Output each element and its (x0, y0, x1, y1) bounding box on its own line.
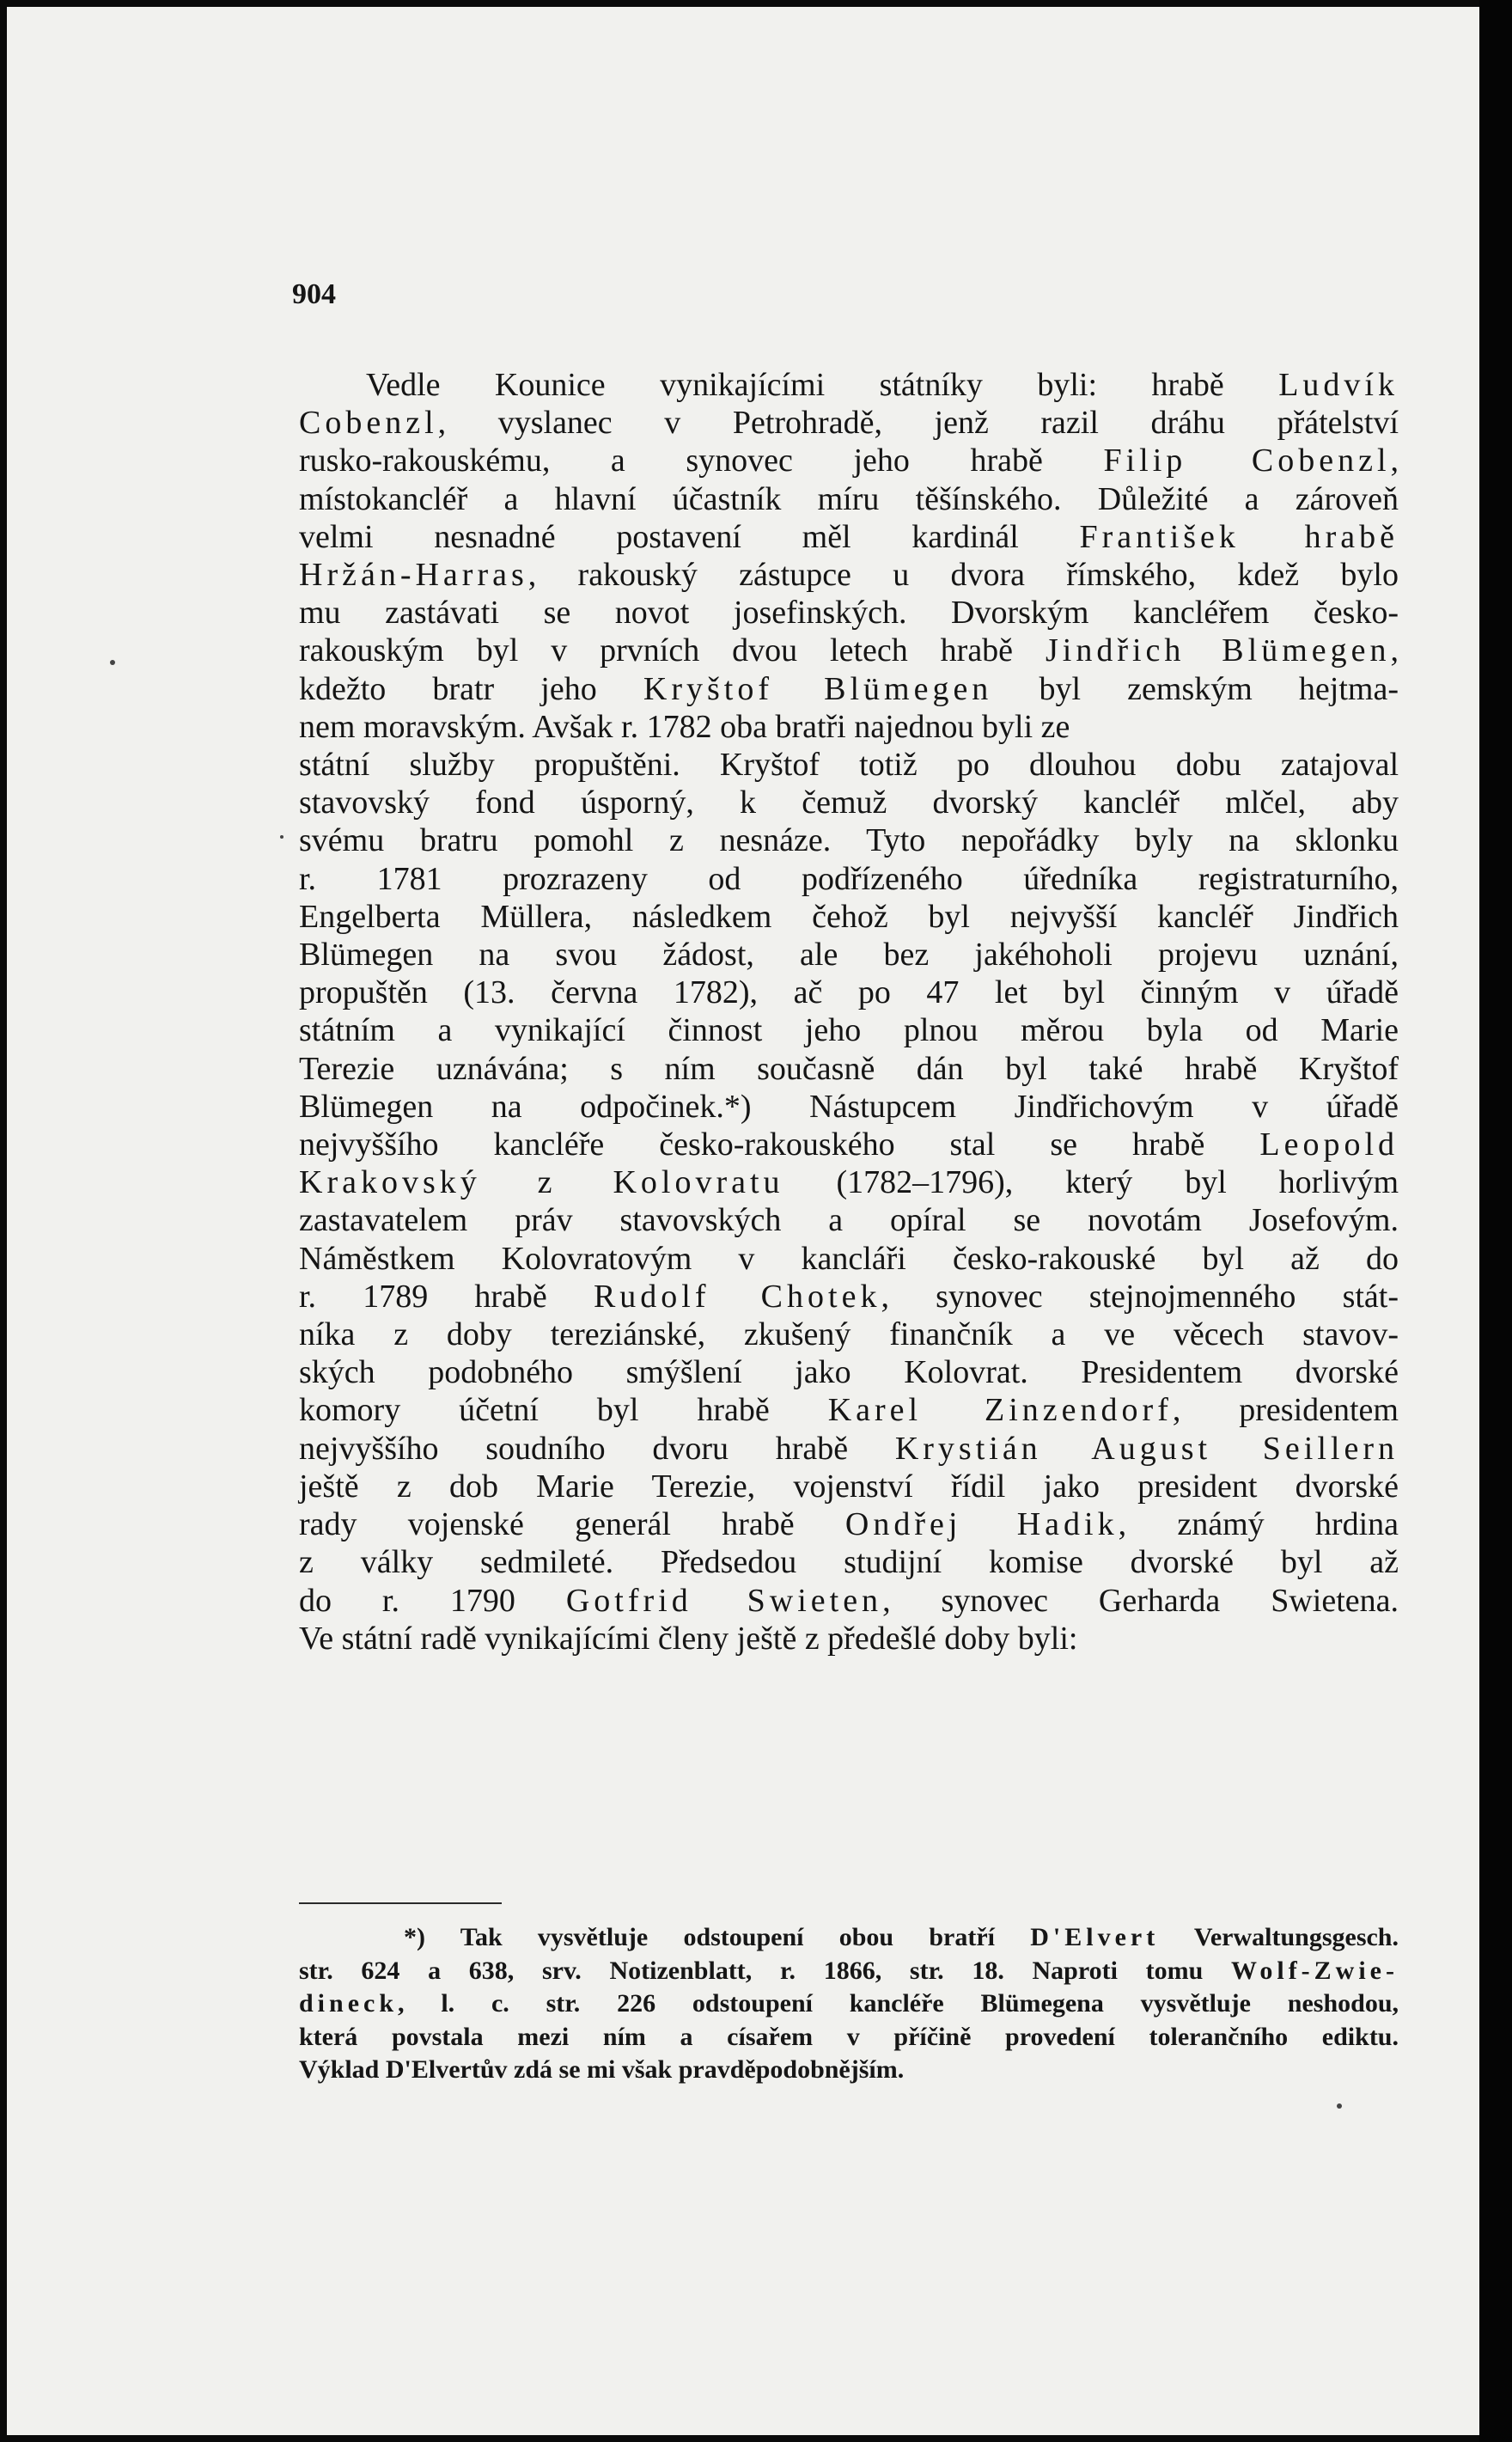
page-edge-shadow (1479, 0, 1512, 2442)
spaced-name: Gotfrid Swieten (565, 1582, 883, 1619)
text-segment: z války sedmileté. Předsedou studijní komise dvorské byl až (299, 1544, 1399, 1581)
text-line (299, 1430, 1399, 1468)
spaced-name: Ondřej Hadik (844, 1506, 1119, 1543)
text-line (299, 1543, 1399, 1581)
text-line (299, 860, 1399, 898)
text-line (299, 1620, 1399, 1658)
text-segment: místokancléř a hlavní účastník míru těšínského. Důležité a zároveň (299, 480, 1399, 517)
spaced-name: Leopold (1259, 1126, 1399, 1163)
text-segment: do r. 1790 (299, 1582, 566, 1619)
text-segment: Engelberta Müllera, následkem čehož byl nejvyšší kancléř Jindřich (299, 898, 1399, 935)
text-line (299, 974, 1399, 1011)
dust-speck (110, 660, 115, 665)
spaced-name: Krystián August Seillern (894, 1430, 1399, 1467)
text-line (299, 898, 1399, 936)
text-line (299, 480, 1399, 518)
spaced-name: Jindřich Blümegen (1045, 632, 1391, 669)
text-line (299, 1316, 1399, 1353)
text-segment: , rakouský zástupce u dvora římského, kdež bylo (527, 557, 1399, 594)
text-segment: Blümegen na svou žádost, ale bez jakéhoholi projevu uznání, (299, 937, 1399, 974)
text-line (299, 556, 1399, 594)
text-segment: , synovec Gerharda Swietena. (882, 1582, 1399, 1619)
text-segment: rakouským byl v prvních dvou letech hrabě (299, 632, 1046, 669)
text-segment: , vyslanec v Petrohradě, jenž razil dráhu přátelství (437, 405, 1399, 442)
text-segment: svému bratru pomohl z nesnáze. Tyto nepořádky byly na sklonku (299, 822, 1399, 859)
text-segment: kdežto bratr jeho (299, 670, 643, 707)
spaced-name: František hrabě (1079, 518, 1399, 555)
text-segment: Výklad D'Elvertův zdá se mi však pravděpodobnějším. (299, 2055, 905, 2084)
text-line (299, 1582, 1399, 1620)
footnotes (299, 1921, 1399, 2087)
text-segment: která povstala mezi ním a císařem v příčině provedení tolerančního ediktu. (299, 2022, 1399, 2051)
text-segment: , presidentem (1172, 1392, 1399, 1429)
text-line (299, 366, 1399, 404)
text-line (299, 1391, 1399, 1429)
text-line (299, 936, 1399, 974)
text-line (299, 1278, 1399, 1316)
text-segment: Náměstkem Kolovratovým v kancláři česko-rakouské byl až do (299, 1240, 1399, 1277)
text-segment: Ve státní radě vynikajícími členy ještě z předešlé doby byli: (299, 1620, 1078, 1657)
text-segment: , l. c. str. 226 odstoupení kancléře Blümegena vysvětluje neshodou, (398, 1989, 1399, 2018)
footnote-line (299, 2054, 1399, 2087)
text-segment: stavovský fond úsporný, k čemuž dvorský kancléř mlčel, aby (299, 784, 1399, 821)
text-line (299, 784, 1399, 821)
text-segment: ještě z dob Marie Terezie, vojenství řídil jako president dvorské (299, 1468, 1399, 1505)
text-line (299, 1126, 1399, 1163)
text-segment: státní služby propuštěni. Kryštof totiž po dlouhou dobu zatajoval (299, 747, 1399, 784)
spaced-name: Cobenzl (299, 405, 438, 442)
text-line (299, 1468, 1399, 1505)
spaced-name: Filip Cobenzl (1103, 443, 1391, 479)
text-segment: r. 1789 hrabě (299, 1278, 594, 1315)
spaced-name: dineck (299, 1989, 399, 2018)
text-line (299, 442, 1399, 479)
text-segment: propuštěn (13. června 1782), ač po 47 let byl činným v úřadě (299, 974, 1399, 1011)
footnote-line (299, 2021, 1399, 2054)
text-line (299, 1050, 1399, 1088)
text-line (299, 1353, 1399, 1391)
text-segment: , (1390, 632, 1399, 669)
text-segment: komory účetní byl hrabě (299, 1392, 828, 1429)
text-segment: , (1390, 443, 1399, 479)
text-segment: Terezie uznávána; s ním současně dán byl také hrabě Kryštof (299, 1050, 1399, 1087)
text-line (299, 1163, 1399, 1201)
text-segment: str. 624 a 638, srv. Notizenblatt, r. 1866, str. 18. Naproti tomu (299, 1956, 1232, 1985)
text-segment: státním a vynikající činnost jeho plnou měrou byla od Marie (299, 1012, 1399, 1049)
text-line (299, 708, 1399, 746)
text-line (299, 1505, 1399, 1543)
spaced-name: Rudolf Chotek (593, 1278, 881, 1315)
text-line (299, 1201, 1399, 1239)
dust-speck (1337, 2103, 1342, 2109)
footnote-line (299, 1987, 1399, 2021)
text-line (299, 1088, 1399, 1126)
text-line (299, 518, 1399, 556)
spaced-name: Ludvík (1278, 367, 1399, 403)
text-segment: r. 1781 prozrazeny od podřízeného úředníka registraturního, (299, 860, 1399, 897)
text-line (299, 1240, 1399, 1278)
text-segment: nejvyššího soudního dvoru hrabě (299, 1430, 895, 1467)
text-segment: Vedle Kounice vynikajícími státníky byli: hrabě (366, 367, 1279, 403)
spaced-name: Kryštof Blümegen (643, 670, 993, 707)
text-segment: , známý hrdina (1118, 1506, 1399, 1543)
text-segment: *) Tak vysvětluje odstoupení obou bratří (404, 1923, 1031, 1951)
text-segment: níka z doby tereziánské, zkušený finančník a ve věcech stavov- (299, 1316, 1399, 1353)
footnote-divider (299, 1902, 502, 1904)
main-text (299, 366, 1399, 1658)
dust-speck (280, 835, 284, 839)
text-line (299, 1011, 1399, 1049)
text-segment: ských podobného smýšlení jako Kolovrat. Presidentem dvorské (299, 1354, 1399, 1391)
text-segment: nejvyššího kancléře česko-rakouského stal se hrabě (299, 1126, 1260, 1163)
text-line (299, 821, 1399, 859)
text-segment: Blümegen na odpočinek.*) Nástupcem Jindřichovým v úřadě (299, 1088, 1399, 1125)
text-line (299, 594, 1399, 632)
text-segment: velmi nesnadné postavení měl kardinál (299, 518, 1080, 555)
text-segment: rusko-rakouskému, a synovec jeho hrabě (299, 443, 1104, 479)
book-page (7, 7, 1479, 2435)
text-line (299, 746, 1399, 784)
text-segment: byl zemským hejtma- (992, 670, 1399, 707)
spaced-name: Wolf-Zwie- (1231, 1956, 1399, 1985)
footnote-line (299, 1955, 1399, 1988)
spaced-name: Krakovský z Kolovratu (299, 1164, 784, 1201)
spaced-name: Karel Zinzendorf (827, 1392, 1173, 1429)
text-line (299, 404, 1399, 442)
text-line (299, 632, 1399, 669)
text-segment: , synovec stejnojmenného stát- (881, 1278, 1399, 1315)
footnote-line (299, 1921, 1399, 1955)
text-segment: (1782–1796), který byl horlivým (783, 1164, 1399, 1201)
spaced-name: D'Elvert (1030, 1923, 1160, 1951)
text-segment: Verwaltungsgesch. (1159, 1923, 1399, 1951)
text-segment: mu zastávati se novot josefinských. Dvorským kancléřem česko- (299, 595, 1399, 632)
text-segment: zastavatelem práv stavovských a opíral se novotám Josefovým. (299, 1202, 1399, 1239)
page-number: 904 (292, 278, 336, 310)
text-line (299, 670, 1399, 708)
text-segment: rady vojenské generál hrabě (299, 1506, 845, 1543)
text-segment: nem moravským. Avšak r. 1782 oba bratři najednou byli ze (299, 708, 1070, 745)
spaced-name: Hržán-Harras (299, 557, 528, 594)
